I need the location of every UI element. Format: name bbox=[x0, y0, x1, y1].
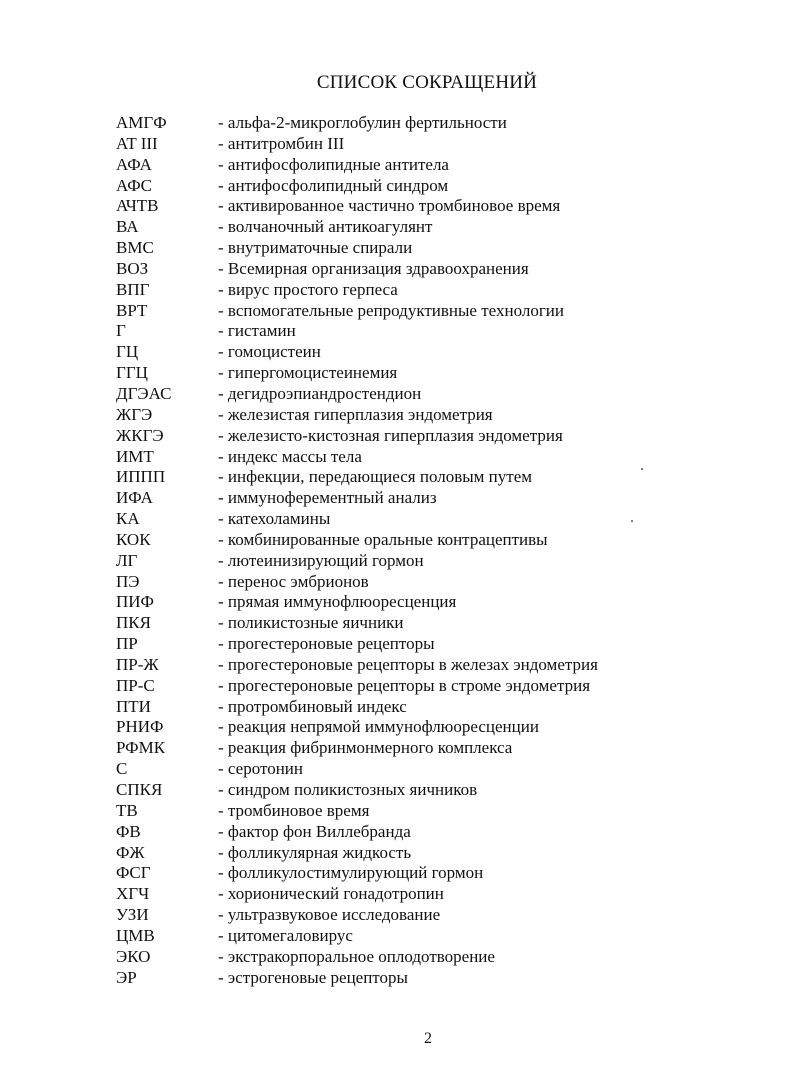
abbreviation-definition: - гомоцистеин bbox=[218, 342, 321, 362]
abbreviation-row bbox=[116, 196, 676, 217]
abbreviation-row bbox=[116, 738, 676, 759]
abbreviation-row bbox=[116, 697, 676, 718]
abbreviation-term: ЭР bbox=[116, 967, 137, 987]
abbreviation-term: ИФА bbox=[116, 488, 153, 508]
abbreviation-definition: - прогестероновые рецепторы в железах эндометрия bbox=[218, 654, 598, 674]
abbreviation-definition: - хорионический гонадотропин bbox=[218, 884, 444, 904]
abbreviation-row bbox=[116, 405, 676, 426]
abbreviation-row bbox=[116, 467, 676, 488]
abbreviation-definition: - ультразвуковое исследование bbox=[218, 905, 441, 925]
abbreviation-row bbox=[116, 280, 676, 301]
abbreviation-definition: - фолликулярная жидкость bbox=[218, 842, 412, 862]
abbreviation-term: КА bbox=[116, 509, 140, 529]
abbreviation-term: СПКЯ bbox=[116, 780, 163, 799]
abbreviation-term: ФЖ bbox=[116, 842, 145, 862]
abbreviation-term: ПТИ bbox=[116, 696, 151, 716]
abbreviation-term: АМГФ bbox=[116, 113, 167, 132]
abbreviation-term: ГЦ bbox=[116, 342, 139, 362]
abbreviation-term: С bbox=[116, 759, 128, 779]
abbreviation-definition: - железисто-кистозная гиперплазия эндометрия bbox=[218, 425, 563, 445]
abbreviation-definition: - Всемирная организация здравоохранения bbox=[218, 258, 529, 278]
abbreviation-row bbox=[116, 509, 676, 530]
abbreviation-definition: - эстрогеновые рецепторы bbox=[218, 967, 408, 987]
abbreviation-term: ЭКО bbox=[116, 946, 151, 966]
abbreviation-row bbox=[116, 926, 676, 947]
abbreviation-row bbox=[116, 384, 676, 405]
abbreviation-definition: - гипергомоцистеинемия bbox=[218, 363, 398, 383]
abbreviation-row bbox=[116, 572, 676, 593]
abbreviation-term: ВРТ bbox=[116, 300, 148, 320]
abbreviation-row bbox=[116, 426, 676, 447]
abbreviation-row bbox=[116, 447, 676, 468]
abbreviation-definition: - лютеинизирующий гормон bbox=[218, 550, 424, 570]
abbreviation-term: ФВ bbox=[116, 821, 141, 841]
abbreviation-term: ФСГ bbox=[116, 863, 151, 883]
abbreviation-row bbox=[116, 363, 676, 384]
abbreviation-definition: - альфа-2-микроглобулин фертильности bbox=[218, 113, 507, 132]
abbreviation-term: ВПГ bbox=[116, 279, 150, 299]
abbreviation-list bbox=[116, 113, 676, 988]
abbreviation-definition: - внутриматочные спирали bbox=[218, 238, 413, 258]
abbreviation-definition: - прогестероновые рецепторы в строме эндометрия bbox=[218, 675, 591, 695]
abbreviation-term: ЦМВ bbox=[116, 925, 155, 945]
abbreviation-row bbox=[116, 592, 676, 613]
abbreviation-term: ТВ bbox=[116, 800, 138, 820]
abbreviation-definition: - поликистозные яичники bbox=[218, 613, 404, 633]
abbreviation-term: ПР bbox=[116, 634, 138, 654]
abbreviation-definition: - катехоламины bbox=[218, 509, 331, 529]
abbreviation-term: ПЭ bbox=[116, 571, 140, 591]
abbreviation-row bbox=[116, 676, 676, 697]
abbreviation-definition: - антифосфолипидный синдром bbox=[218, 175, 449, 195]
abbreviation-row bbox=[116, 551, 676, 572]
page-number: 2 bbox=[424, 1030, 432, 1047]
abbreviation-row bbox=[116, 259, 676, 280]
abbreviation-definition: - активированное частично тромбиновое время bbox=[218, 196, 561, 216]
abbreviation-row bbox=[116, 488, 676, 509]
abbreviation-definition: - цитомегаловирус bbox=[218, 925, 353, 945]
abbreviation-term: ЛГ bbox=[116, 550, 138, 570]
abbreviation-term: ЖКГЭ bbox=[116, 425, 164, 445]
abbreviation-term: АФА bbox=[116, 154, 152, 174]
abbreviation-term: ПР-С bbox=[116, 675, 155, 695]
abbreviation-row bbox=[116, 822, 676, 843]
abbreviation-definition: - синдром поликистозных яичников bbox=[218, 780, 478, 799]
abbreviation-row bbox=[116, 947, 676, 968]
abbreviation-term: ПКЯ bbox=[116, 613, 151, 633]
abbreviation-definition: - прямая иммунофлюоресценция bbox=[218, 592, 457, 612]
abbreviation-term: ДГЭАС bbox=[116, 383, 172, 403]
abbreviation-term: ИППП bbox=[116, 467, 166, 487]
abbreviation-row bbox=[116, 634, 676, 655]
abbreviation-definition: - реакция непрямой иммунофлюоресценции bbox=[218, 717, 539, 737]
abbreviation-row bbox=[116, 655, 676, 676]
abbreviation-row bbox=[116, 968, 676, 989]
abbreviation-term: Г bbox=[116, 321, 126, 341]
abbreviation-definition: - перенос эмбрионов bbox=[218, 571, 369, 591]
abbreviation-row bbox=[116, 155, 676, 176]
abbreviation-term: УЗИ bbox=[116, 905, 149, 925]
abbreviation-term: РФМК bbox=[116, 738, 166, 758]
abbreviation-row bbox=[116, 613, 676, 634]
abbreviation-definition: - фолликулостимулирующий гормон bbox=[218, 863, 484, 883]
abbreviation-row bbox=[116, 843, 676, 864]
abbreviation-row bbox=[116, 759, 676, 780]
abbreviation-definition: - антитромбин III bbox=[218, 133, 345, 153]
abbreviation-definition: - прогестероновые рецепторы bbox=[218, 634, 435, 654]
abbreviation-term: ГГЦ bbox=[116, 363, 148, 383]
abbreviation-definition: - индекс массы тела bbox=[218, 446, 362, 466]
abbreviation-row bbox=[116, 801, 676, 822]
abbreviation-row bbox=[116, 863, 676, 884]
abbreviation-definition: - комбинированные оральные контрацептивы bbox=[218, 529, 548, 549]
abbreviation-row bbox=[116, 905, 676, 926]
abbreviation-definition: - реакция фибринмонмерного комплекса bbox=[218, 738, 513, 758]
abbreviation-row bbox=[116, 176, 676, 197]
abbreviation-definition: - вирус простого герпеса bbox=[218, 279, 398, 299]
abbreviation-row bbox=[116, 717, 676, 738]
abbreviation-term: ЖГЭ bbox=[116, 404, 153, 424]
abbreviation-term: РНИФ bbox=[116, 717, 164, 737]
abbreviation-definition: - дегидроэпиандростендион bbox=[218, 383, 422, 403]
abbreviation-term: АЧТВ bbox=[116, 196, 159, 216]
abbreviation-definition: - иммуноферементный анализ bbox=[218, 488, 437, 508]
abbreviation-definition: - гистамин bbox=[218, 321, 296, 341]
abbreviation-row bbox=[116, 217, 676, 238]
abbreviation-definition: - железистая гиперплазия эндометрия bbox=[218, 404, 493, 424]
abbreviation-definition: - серотонин bbox=[218, 759, 303, 779]
abbreviation-definition: - фактор фон Виллебранда bbox=[218, 821, 411, 841]
scan-speck bbox=[641, 468, 643, 470]
abbreviation-row bbox=[116, 321, 676, 342]
page-title: СПИСОК СОКРАЩЕНИЙ bbox=[316, 72, 538, 93]
abbreviation-term: ВМС bbox=[116, 238, 154, 258]
abbreviation-term: ВОЗ bbox=[116, 258, 149, 278]
abbreviation-term: AT III bbox=[116, 133, 158, 153]
abbreviation-term: ВА bbox=[116, 217, 139, 237]
abbreviation-row bbox=[116, 134, 676, 155]
abbreviation-row bbox=[116, 238, 676, 259]
abbreviation-definition: - протромбиновый индекс bbox=[218, 696, 407, 716]
abbreviation-row bbox=[116, 780, 676, 801]
abbreviation-definition: - инфекции, передающиеся половым путем bbox=[218, 467, 532, 487]
abbreviation-term: АФС bbox=[116, 175, 152, 195]
abbreviation-term: ХГЧ bbox=[116, 884, 150, 904]
abbreviation-definition: - волчаночный антикоагулянт bbox=[218, 217, 433, 237]
abbreviation-definition: - тромбиновое время bbox=[218, 800, 370, 820]
abbreviation-row bbox=[116, 884, 676, 905]
scan-speck bbox=[631, 520, 633, 522]
abbreviation-term: КОК bbox=[116, 529, 151, 549]
abbreviation-row bbox=[116, 530, 676, 551]
abbreviation-term: ИМТ bbox=[116, 446, 154, 466]
abbreviation-row bbox=[116, 342, 676, 363]
abbreviation-row bbox=[116, 301, 676, 322]
abbreviation-term: ПР-Ж bbox=[116, 654, 159, 674]
abbreviation-definition: - вспомогательные репродуктивные технологии bbox=[218, 300, 565, 320]
abbreviation-term: ПИФ bbox=[116, 592, 154, 612]
abbreviation-definition: - антифосфолипидные антитела bbox=[218, 154, 449, 174]
abbreviation-row bbox=[116, 113, 676, 134]
abbreviation-definition: - экстракорпоральное оплодотворение bbox=[218, 946, 495, 966]
